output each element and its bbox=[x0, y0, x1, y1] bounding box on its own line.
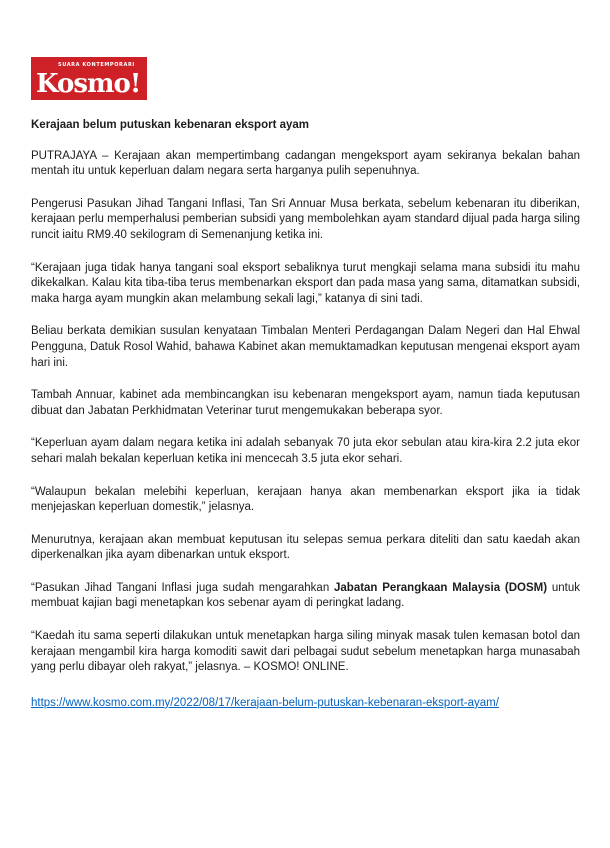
article-source-link[interactable]: https://www.kosmo.com.my/2022/08/17/kerajaan-belum-putuskan-kebenaran-eksport-ayam/ bbox=[31, 696, 499, 709]
article-paragraph: “Kerajaan juga tidak hanya tangani soal eksport sebaliknya turut mengkaji selama mana subsidi itu mahu dikekalkan. Kalau kita tiba-tiba terus membenarkan eksport dan pada masa yang sama, ditamatkan subsidi, maka harga ayam mungkin akan melambung sekali lagi,” katanya di sini tadi. bbox=[31, 261, 580, 305]
kosmo-logo-tagline: SUARA KONTEMPORARI bbox=[58, 62, 135, 68]
article-paragraph: Menurutnya, kerajaan akan membuat keputusan itu selepas semua perkara diteliti dan satu kaedah akan diperkenalkan jika ayam dibenarkan untuk eksport. bbox=[31, 533, 580, 562]
article-body bbox=[31, 149, 580, 676]
article-paragraph: PUTRAJAYA – Kerajaan akan mempertimbang cadangan mengeksport ayam sekiranya bekalan bahan mentah itu untuk keperluan dalam negara serta harganya pulih sepenuhnya. bbox=[31, 149, 580, 178]
article-paragraph: “Kaedah itu sama seperti dilakukan untuk menetapkan harga siling minyak masak tulen kemasan botol dan kerajaan mengambil kira harga komoditi sawit dari pelbagai sudut sebelum menetapkan harga munasabah yang perlu dibayar oleh rakyat,” jelasnya. – KOSMO! ONLINE. bbox=[31, 630, 580, 674]
paragraph-text-segment: “Pasukan Jihad Tangani Inflasi juga sudah mengarahkan bbox=[31, 581, 334, 594]
article-headline: Kerajaan belum putuskan kebenaran eksport ayam bbox=[31, 119, 310, 131]
article-paragraph: Tambah Annuar, kabinet ada membincangkan isu kebenaran mengeksport ayam, namun tiada keputusan dibuat dan Jabatan Perkhidmatan Veterinar turut mengemukakan beberapa syor. bbox=[31, 389, 580, 417]
paragraph-bold-segment: Jabatan Perangkaan Malaysia (DOSM) bbox=[334, 581, 548, 594]
paragraph-text-segment: untuk membuat kajian bagi menetapkan kos sebenar ayam di peringkat ladang. bbox=[31, 581, 580, 610]
kosmo-logo-wordmark: Kosmo! bbox=[36, 69, 141, 100]
article-paragraph: “Walaupun bekalan melebihi keperluan, kerajaan hanya akan membenarkan eksport jika ia tidak menjejaskan keperluan domestik,” jelasnya. bbox=[31, 485, 580, 514]
article-paragraph: “Keperluan ayam dalam negara ketika ini adalah sebanyak 70 juta ekor sebulan atau kira-kira 2.2 juta ekor sehari malah bekalan keperluan ketika ini mencecah 3.5 juta ekor sehari. bbox=[31, 437, 580, 465]
article-paragraph: Pengerusi Pasukan Jihad Tangani Inflasi, Tan Sri Annuar Musa berkata, sebelum kebenaran itu diberikan, kerajaan perlu memperhalusi pemberian subsidi yang membolehkan ayam standard dijual pada harga siling runcit iaitu RM9.40 sekilogram di Semenanjung ketika ini. bbox=[31, 197, 580, 241]
article-paragraph: Beliau berkata demikian susulan kenyataan Timbalan Menteri Perdagangan Dalam Negeri dan Hal Ehwal Pengguna, Datuk Rosol Wahid, bahawa Kabinet akan memuktamadkan keputusan mengenai eksport ayam hari ini. bbox=[31, 325, 580, 369]
article-paragraph bbox=[31, 581, 580, 612]
kosmo-logo bbox=[31, 57, 147, 100]
